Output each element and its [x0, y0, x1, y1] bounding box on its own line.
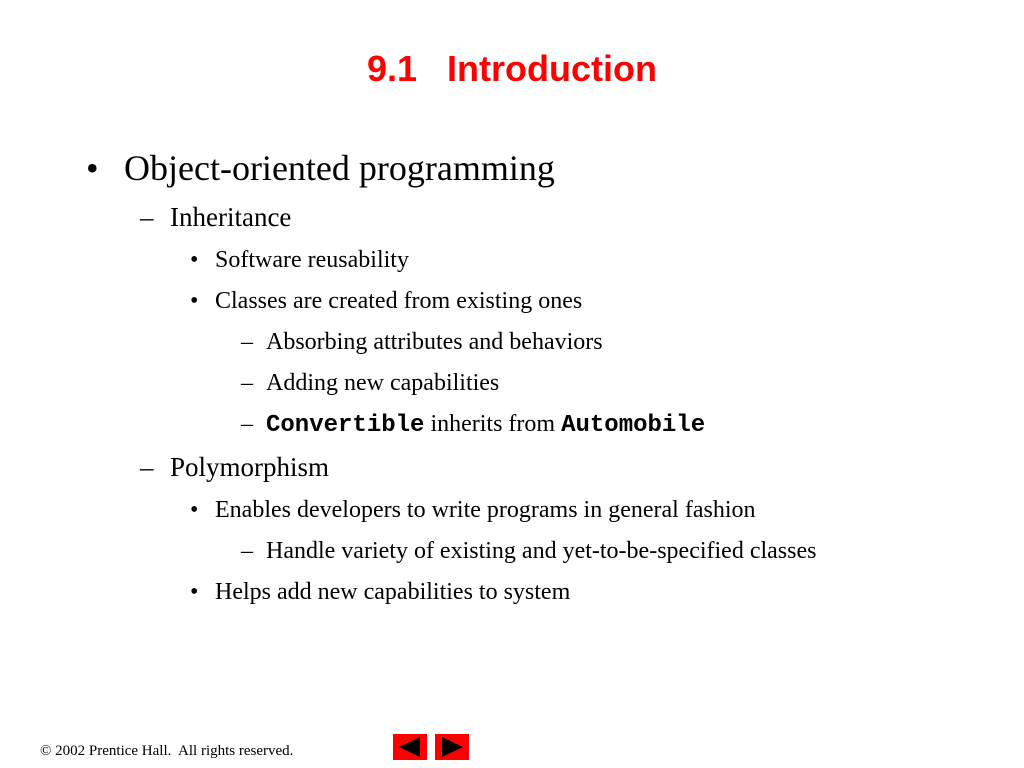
- inherits-from-text: inherits from: [430, 411, 556, 437]
- bullet-handle-variety: Handle variety of existing and yet-to-be-specified classes: [266, 538, 817, 564]
- dash-marker: –: [241, 329, 253, 355]
- bullet-classes-created: Classes are created from existing ones: [215, 288, 583, 314]
- dash-marker: –: [241, 411, 253, 437]
- right-arrow-icon: [435, 734, 469, 760]
- bullet-marker: •: [190, 288, 199, 314]
- bullet-absorbing-attributes: Absorbing attributes and behaviors: [266, 329, 603, 355]
- left-arrow-icon: [393, 734, 427, 760]
- bullet-software-reusability: Software reusability: [215, 247, 409, 273]
- bullet-helps-add: Helps add new capabilities to system: [215, 579, 571, 605]
- slide-title: 9.1 Introduction: [366, 48, 657, 89]
- code-convertible: Convertible: [266, 412, 425, 439]
- bullet-object-oriented-programming: Object-oriented programming: [124, 148, 555, 188]
- dash-marker: –: [241, 370, 253, 396]
- bullet-marker: •: [190, 497, 199, 523]
- bullet-marker: •: [86, 148, 99, 188]
- dash-marker: –: [140, 452, 154, 482]
- bullet-enables-developers: Enables developers to write programs in general fashion: [215, 497, 756, 523]
- bullet-marker: •: [190, 579, 199, 605]
- previous-slide-button[interactable]: [393, 734, 427, 760]
- bullet-adding-capabilities: Adding new capabilities: [266, 370, 500, 396]
- next-slide-button[interactable]: [435, 734, 469, 760]
- bullet-inheritance: Inheritance: [170, 202, 292, 232]
- code-automobile: Automobile: [561, 412, 706, 439]
- copyright-footer: [40, 744, 293, 759]
- bullet-convertible-inherits: [266, 412, 705, 438]
- dash-marker: –: [241, 538, 253, 564]
- bullet-polymorphism: Polymorphism: [170, 452, 330, 482]
- copyright-text: 2002 Prentice Hall. All rights reserved.: [51, 743, 294, 759]
- dash-marker: –: [140, 202, 154, 232]
- copyright-symbol: ©: [40, 743, 52, 759]
- bullet-marker: •: [190, 247, 199, 273]
